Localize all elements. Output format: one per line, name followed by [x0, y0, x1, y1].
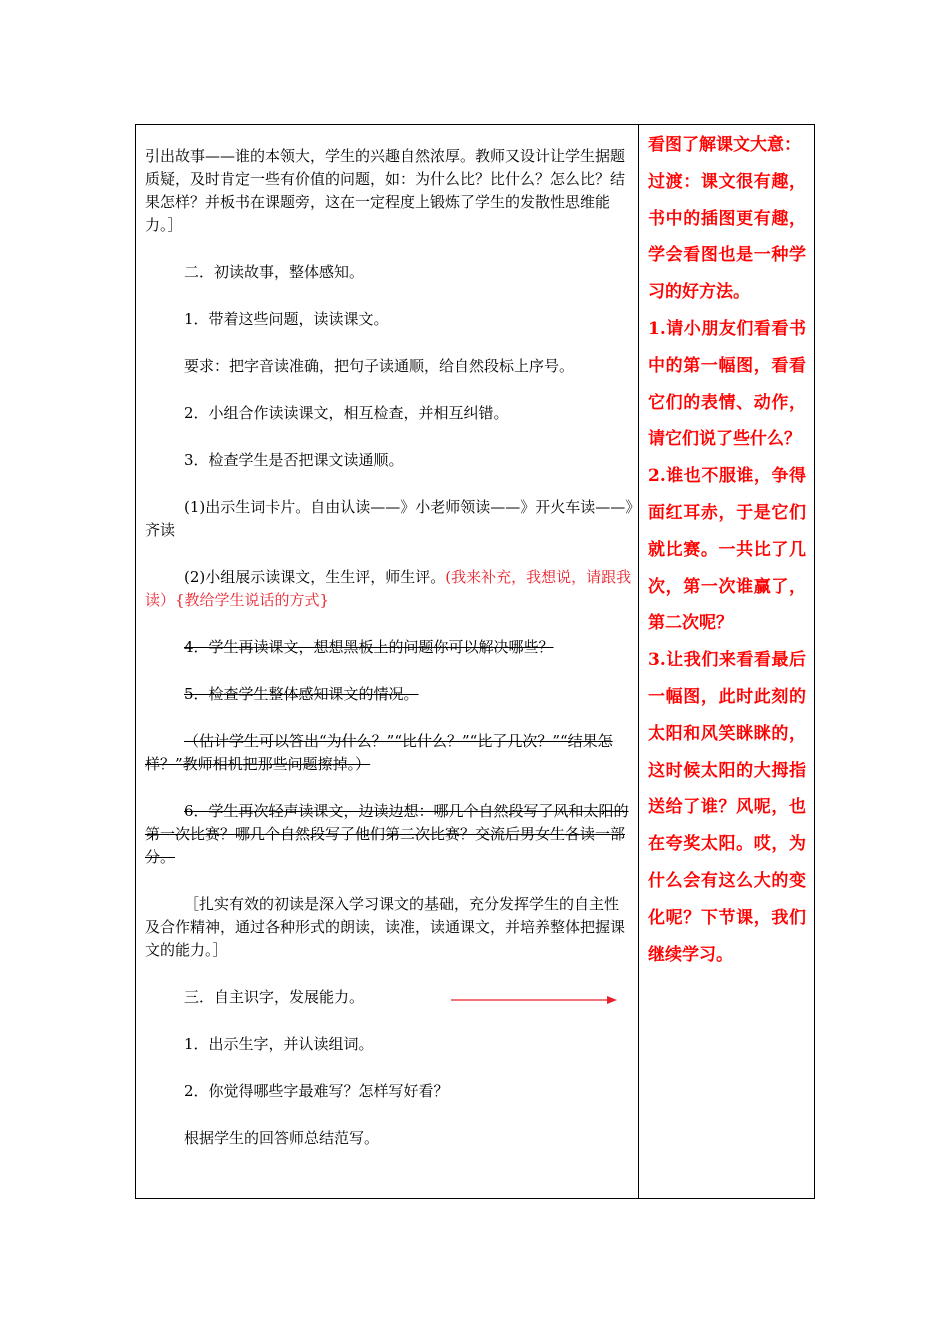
substep-2-text: (2)小组展示读课文，生生评，师生评。 — [184, 568, 446, 586]
struck-step-6: 6．学生再次轻声读课文，边读边想：哪几个自然段写了风和太阳的第一次比赛？哪几个自然段写了他们第二次比赛？交流后男女生各读一部分。 — [145, 802, 629, 866]
step-3: 3．检查学生是否把课文读通顺。 — [184, 451, 404, 469]
step-1: 1．带着这些问题，读读课文。 — [184, 310, 389, 328]
column-divider — [638, 125, 639, 1198]
struck-step-5: 5．检查学生整体感知课文的情况。 — [184, 685, 419, 703]
note-transition: 过渡：课文很有趣，书中的插图更有趣，学会看图也是一种学习的好方法。 — [648, 171, 806, 303]
right-arrow-icon — [451, 995, 617, 1005]
section3-step-1: 1．出示生字，并认读组词。 — [184, 1035, 374, 1053]
section3-ending: 根据学生的回答师总结范写。 — [184, 1129, 380, 1147]
section3-step-2: 2．你觉得哪些字最难写？怎样写好看？ — [184, 1082, 449, 1100]
substep-1: (1)出示生词卡片。自由认读——》小老师领读——》开火车读——》齐读 — [145, 498, 633, 539]
struck-estimate: （估计学生可以答出“为什么？”“比什么？”“比了几次？”“结果怎样？”教师相机把那些问题擦掉。） — [145, 732, 613, 773]
step-2: 2．小组合作读读课文，相互检查，并相互纠错。 — [184, 404, 509, 422]
section3-heading: 三．自主识字，发展能力。 — [184, 988, 365, 1006]
substep-2 — [145, 566, 633, 612]
substep-2-red-note: (我来补充，我想说，请跟我读）{教给学生说话的方式} — [145, 568, 632, 609]
note-question-3: 3.让我们来看看最后一幅图，此时此刻的太阳和风笑眯眯的，这时候太阳的大拇指送给了谁？风呢，也在夸奖太阳。哎，为什么会有这么大的变化呢？下节课，我们继续学习。 — [648, 650, 806, 965]
lesson-table — [135, 124, 815, 1199]
note-question-1: 1.请小朋友们看看书中的第一幅图，看看它们的表情、动作，请它们说了些什么？ — [648, 318, 806, 450]
teaching-notes-column — [648, 127, 806, 973]
note-title: 看图了解课文大意： — [648, 135, 801, 155]
struck-step-4: 4．学生再读课文，想想黑板上的问题你可以解决哪些？ — [184, 638, 554, 656]
intro-paragraph: 引出故事——谁的本领大，学生的兴趣自然浓厚。教师又设计让学生据题质疑，及时肯定一些有价值的问题，如：为什么比？比什么？怎么比？结果怎样？并板书在课题旁，这在一定程度上锻炼了学生的发散性思维能力。］ — [145, 147, 626, 234]
design-note: ［扎实有效的初读是深入学习课文的基础，充分发挥学生的自主性及合作精神，通过各种形式的朗读，读准，读通课文，并培养整体把握课文的能力。］ — [145, 895, 626, 959]
requirement-text: 要求：把字音读准确，把句子读通顺，给自然段标上序号。 — [184, 357, 575, 375]
note-question-2: 2.谁也不服谁，争得面红耳赤，于是它们就比赛。一共比了几次，第一次谁赢了，第二次呢？ — [648, 466, 806, 634]
section2-heading: 二．初读故事，整体感知。 — [184, 263, 365, 281]
